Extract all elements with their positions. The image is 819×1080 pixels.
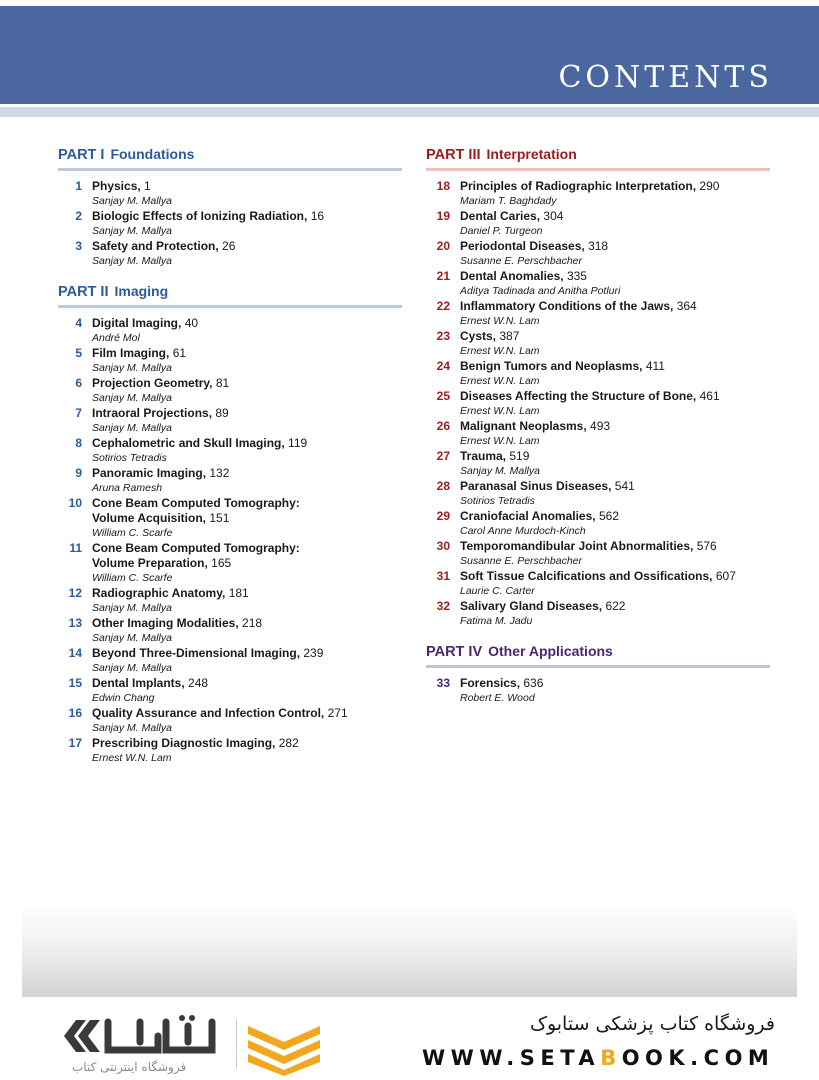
chapter-line (92, 406, 402, 421)
chapter-entry[interactable] (426, 179, 770, 209)
chapter-entry[interactable] (58, 676, 402, 706)
part-heading (426, 643, 770, 668)
chapter-number: 22 (436, 299, 450, 313)
chapter-number: 23 (436, 329, 450, 343)
chapter-line (460, 419, 770, 434)
chapter-entry[interactable] (58, 239, 402, 269)
chapter-author: Sotirios Tetradis (460, 495, 535, 507)
chapter-author: Sanjay M. Mallya (92, 195, 172, 207)
chapter-line (92, 541, 342, 571)
chapter-entry[interactable] (58, 346, 402, 376)
part-label: PART I (58, 147, 105, 163)
chapter-title: Cone Beam Computed Tomography: Volume Preparation, (92, 541, 300, 570)
chapter-title: Cephalometric and Skull Imaging, (92, 436, 285, 450)
url-accent: B (600, 1046, 622, 1070)
url-prefix: WWW.SETA (422, 1046, 601, 1070)
chapter-author: Sanjay M. Mallya (92, 422, 172, 434)
chapter-body (92, 179, 402, 209)
chapter-line (92, 676, 402, 691)
chapter-entry[interactable] (426, 419, 770, 449)
chapter-entry[interactable] (58, 376, 402, 406)
chapter-entry[interactable] (58, 209, 402, 239)
chapter-title: Physics, (92, 179, 141, 193)
book-stack-icon (248, 1026, 320, 1076)
chapter-entry[interactable] (58, 736, 402, 766)
chapter-title: Quality Assurance and Infection Control, (92, 706, 325, 720)
chapter-title: Cysts, (460, 329, 497, 343)
chapter-page: 165 (211, 556, 232, 570)
chapter-number: 31 (436, 569, 450, 583)
chapter-entry[interactable] (58, 541, 402, 586)
chapter-page: 271 (327, 706, 348, 720)
part-heading (426, 146, 770, 171)
chapter-line (92, 736, 402, 751)
chapter-entry[interactable] (426, 269, 770, 299)
chapter-line (460, 269, 770, 284)
chapter-title: Biologic Effects of Ionizing Radiation, (92, 209, 308, 223)
logo-tagline: فروشگاه اینترنتی کتاب (72, 1060, 187, 1074)
chapter-title: Principles of Radiographic Interpretation, (460, 179, 697, 193)
chapter-number: 32 (436, 599, 450, 613)
chapter-title: Radiographic Anatomy, (92, 586, 226, 600)
chapter-body (92, 496, 402, 541)
chapter-body (92, 466, 402, 496)
part-label: PART IV (426, 644, 483, 660)
chapter-number: 21 (436, 269, 450, 283)
chapter-entry[interactable] (426, 676, 770, 706)
chapter-author: Ernest W.N. Lam (460, 405, 540, 417)
chapter-body (92, 406, 402, 436)
chapter-title: Dental Anomalies, (460, 269, 564, 283)
chapter-body (460, 329, 770, 359)
chapter-line (460, 449, 770, 464)
chapter-title: Projection Geometry, (92, 376, 213, 390)
chapter-page: 519 (509, 449, 530, 463)
chapter-line (92, 346, 402, 361)
chapter-line (460, 569, 770, 584)
chapter-page: 282 (278, 736, 299, 750)
part-label: PART III (426, 147, 481, 163)
chapter-page: 61 (172, 346, 187, 360)
logo-wordmark (108, 1022, 212, 1050)
chapter-title: Dental Caries, (460, 209, 541, 223)
chapter-author: Sanjay M. Mallya (92, 662, 172, 674)
chapter-number: 17 (68, 736, 82, 750)
chapter-title: Prescribing Diagnostic Imaging, (92, 736, 276, 750)
chapter-page: 411 (645, 359, 665, 373)
footer-fade (22, 905, 797, 997)
part-title: Other Applications (488, 643, 613, 659)
chapter-number: 1 (75, 179, 82, 193)
chapter-number: 11 (69, 541, 82, 555)
chapter-line (92, 376, 402, 391)
chapter-entry[interactable] (58, 466, 402, 496)
chapter-line (92, 436, 402, 451)
chapter-line (460, 479, 770, 494)
chapter-line (460, 209, 770, 224)
chapter-entry[interactable] (58, 616, 402, 646)
chapter-author: André Mol (92, 332, 140, 344)
chapter-entry[interactable] (58, 706, 402, 736)
chapter-number: 9 (75, 466, 82, 480)
chapter-page: 239 (303, 646, 324, 660)
chapter-entry[interactable] (58, 646, 402, 676)
chapter-author: Carol Anne Murdoch-Kinch (460, 525, 586, 537)
chapter-entry[interactable] (426, 569, 770, 599)
chapter-body (92, 676, 402, 706)
chapter-title: Film Imaging, (92, 346, 170, 360)
part-section (426, 146, 770, 629)
chapter-page: 461 (699, 389, 720, 403)
chapter-number: 10 (68, 496, 82, 510)
chapter-entry[interactable] (426, 299, 770, 329)
chapter-body (92, 586, 402, 616)
chapter-entry[interactable] (426, 479, 770, 509)
chapter-author: Sotirios Tetradis (92, 452, 167, 464)
chapter-page: 119 (288, 436, 308, 450)
chapter-title: Temporomandibular Joint Abnormalities, (460, 539, 694, 553)
chapter-body (92, 239, 402, 269)
chapter-number: 18 (436, 179, 450, 193)
chapter-title: Craniofacial Anomalies, (460, 509, 596, 523)
chapter-title: Intraoral Projections, (92, 406, 213, 420)
chapter-author: Laurie C. Carter (460, 585, 535, 597)
chapter-body (460, 269, 770, 299)
chapter-line (460, 389, 770, 404)
chapter-line (460, 539, 770, 554)
chapter-page: 248 (188, 676, 209, 690)
part-section (58, 283, 402, 766)
chapter-page: 1 (144, 179, 151, 193)
chapter-line (92, 646, 402, 661)
chapter-author: Sanjay M. Mallya (92, 362, 172, 374)
chapter-body (460, 449, 770, 479)
chapter-title: Soft Tissue Calcifications and Ossifications, (460, 569, 713, 583)
chapter-body (92, 346, 402, 376)
chapter-line (92, 466, 402, 481)
chapter-number: 4 (75, 316, 82, 330)
chapter-page: 318 (588, 239, 609, 253)
chapter-body (92, 616, 402, 646)
chapter-line (460, 599, 770, 614)
chapter-body (460, 359, 770, 389)
chapter-line (460, 509, 770, 524)
chapter-body (460, 509, 770, 539)
chapter-entry[interactable] (426, 329, 770, 359)
chapter-page: 636 (523, 676, 544, 690)
chapter-number: 19 (436, 209, 450, 223)
chapter-body (92, 316, 402, 346)
header-stripe (0, 107, 819, 117)
chapter-page: 387 (499, 329, 520, 343)
chapter-body (92, 209, 402, 239)
chapter-page: 304 (543, 209, 564, 223)
chapter-page: 89 (215, 406, 229, 420)
chapter-number: 12 (68, 586, 82, 600)
chapter-entry[interactable] (426, 539, 770, 569)
part-title: Imaging (114, 283, 169, 299)
chapter-number: 6 (75, 376, 82, 390)
chapter-title: Diseases Affecting the Structure of Bone, (460, 389, 697, 403)
chapter-author: Aruna Ramesh (92, 482, 163, 494)
chapter-page: 607 (715, 569, 736, 583)
chapter-entry[interactable] (426, 389, 770, 419)
chapter-title: Trauma, (460, 449, 507, 463)
chapter-page: 26 (222, 239, 236, 253)
chapter-body (460, 539, 770, 569)
chapter-author: William C. Scarfe (92, 572, 173, 584)
chapter-author: William C. Scarfe (92, 527, 173, 539)
chapter-title: Inflammatory Conditions of the Jaws, (460, 299, 674, 313)
chapter-author: Ernest W.N. Lam (460, 435, 540, 447)
chapter-body (460, 599, 770, 629)
chapter-author: Susanne E. Perschbacher (460, 255, 582, 267)
chapter-author: Fatima M. Jadu (460, 615, 533, 627)
store-url[interactable] (422, 1046, 774, 1070)
logo-divider (236, 1020, 237, 1068)
chapter-title: Dental Implants, (92, 676, 185, 690)
chapter-body (460, 179, 770, 209)
chapter-entry[interactable] (58, 586, 402, 616)
chapter-page: 493 (590, 419, 611, 433)
chapter-author: Ernest W.N. Lam (460, 345, 540, 357)
chapter-number: 8 (75, 436, 82, 450)
chapter-entry[interactable] (58, 496, 402, 541)
chapter-number: 3 (75, 239, 82, 253)
chapter-page: 40 (184, 316, 199, 330)
chapter-body (92, 706, 402, 736)
part-section (58, 146, 402, 269)
chapter-entry[interactable] (426, 449, 770, 479)
chapter-entry[interactable] (426, 239, 770, 269)
chapter-author: Sanjay M. Mallya (92, 255, 172, 267)
chapter-line (92, 239, 402, 254)
chapter-entry[interactable] (58, 179, 402, 209)
chapter-line (460, 299, 770, 314)
chapter-line (92, 496, 342, 526)
chapter-page: 335 (566, 269, 587, 283)
chapter-body (460, 299, 770, 329)
chapter-page: 290 (699, 179, 720, 193)
part-title: Foundations (110, 146, 195, 162)
chapter-title: Beyond Three-Dimensional Imaging, (92, 646, 301, 660)
chapter-entry[interactable] (426, 599, 770, 629)
chapter-author: Susanne E. Perschbacher (460, 555, 582, 567)
chapter-page: 541 (614, 479, 635, 493)
chapter-title: Malignant Neoplasms, (460, 419, 587, 433)
chapter-title: Forensics, (460, 676, 521, 690)
chapter-number: 13 (68, 616, 82, 630)
chapter-author: Ernest W.N. Lam (92, 752, 172, 764)
chapter-author: Sanjay M. Mallya (92, 602, 172, 614)
chapter-title: Paranasal Sinus Diseases, (460, 479, 612, 493)
chapter-line (460, 359, 770, 374)
chapter-number: 28 (436, 479, 450, 493)
chapter-number: 25 (436, 389, 450, 403)
chapter-title: Panoramic Imaging, (92, 466, 207, 480)
chapter-line (92, 209, 402, 224)
chapter-entry[interactable] (426, 359, 770, 389)
chapter-page: 151 (209, 511, 230, 525)
part-label: PART II (58, 284, 109, 300)
chapter-page: 218 (242, 616, 263, 630)
chapter-number: 30 (436, 539, 450, 553)
chapter-body (460, 676, 770, 706)
chapter-title: Other Imaging Modalities, (92, 616, 239, 630)
chapter-page: 132 (209, 466, 230, 480)
chapter-body (460, 569, 770, 599)
part-heading (58, 283, 402, 308)
part-heading (58, 146, 402, 171)
part-title: Interpretation (486, 146, 577, 162)
chapter-author: Sanjay M. Mallya (92, 632, 172, 644)
chapter-title: Salivary Gland Diseases, (460, 599, 603, 613)
chapter-number: 7 (75, 406, 82, 420)
chapter-entry[interactable] (58, 406, 402, 436)
chapter-number: 15 (68, 676, 82, 690)
chapter-body (460, 239, 770, 269)
chapter-body (460, 419, 770, 449)
chapter-number: 27 (436, 449, 450, 463)
chapter-author: Mariam T. Baghdady (460, 195, 557, 207)
chapter-author: Robert E. Wood (460, 692, 535, 704)
chapter-page: 622 (605, 599, 626, 613)
chapter-author: Sanjay M. Mallya (460, 465, 540, 477)
chapter-author: Aditya Tadinada and Anitha Potluri (460, 285, 621, 297)
chapter-line (460, 239, 770, 254)
chevron-left-icon (64, 1020, 100, 1052)
chapter-author: Sanjay M. Mallya (92, 722, 172, 734)
chapter-line (460, 329, 770, 344)
chapter-title: Cone Beam Computed Tomography: Volume Acquisition, (92, 496, 300, 525)
chapter-title: Digital Imaging, (92, 316, 182, 330)
chapter-number: 29 (436, 509, 450, 523)
chapter-body (460, 209, 770, 239)
chapter-body (92, 541, 402, 586)
chapter-number: 5 (75, 346, 82, 360)
chapter-body (460, 389, 770, 419)
chapter-entry[interactable] (58, 316, 402, 346)
chapter-author: Ernest W.N. Lam (460, 375, 540, 387)
toc-column-left (58, 146, 402, 780)
chapter-line (460, 179, 770, 194)
chapter-author: Edwin Chang (92, 692, 155, 704)
chapter-page: 16 (310, 209, 325, 223)
chapter-number: 26 (436, 419, 450, 433)
store-name: فروشگاه کتاب پزشکی ستابوک (529, 1013, 775, 1035)
chapter-number: 20 (436, 239, 450, 253)
toc-column-right (426, 146, 770, 720)
chapter-author: Sanjay M. Mallya (92, 392, 172, 404)
chapter-entry[interactable] (426, 509, 770, 539)
url-suffix: OOK.COM (621, 1046, 775, 1070)
chapter-line (92, 586, 402, 601)
chapter-author: Ernest W.N. Lam (460, 315, 540, 327)
chapter-line (92, 179, 402, 194)
chapter-line (460, 676, 770, 691)
chapter-page: 81 (215, 376, 230, 390)
chapter-number: 24 (436, 359, 450, 373)
chapter-number: 33 (436, 676, 450, 690)
chapter-page: 562 (598, 509, 619, 523)
chapter-number: 14 (68, 646, 82, 660)
chapter-title: Periodontal Diseases, (460, 239, 585, 253)
chapter-body (460, 479, 770, 509)
chapter-body (92, 436, 402, 466)
chapter-page: 364 (676, 299, 697, 313)
chapter-line (92, 706, 402, 721)
chapter-title: Safety and Protection, (92, 239, 219, 253)
chapter-title: Benign Tumors and Neoplasms, (460, 359, 643, 373)
chapter-author: Sanjay M. Mallya (92, 225, 172, 237)
chapter-number: 2 (75, 209, 82, 223)
part-section (426, 643, 770, 706)
chapter-author: Daniel P. Turgeon (460, 225, 543, 237)
chapter-line (92, 616, 402, 631)
chapter-entry[interactable] (426, 209, 770, 239)
chapter-body (92, 736, 402, 766)
chapter-line (92, 316, 402, 331)
chapter-body (92, 646, 402, 676)
chapter-page: 181 (228, 586, 249, 600)
chapter-number: 16 (68, 706, 82, 720)
chapter-page: 576 (696, 539, 717, 553)
chapter-entry[interactable] (58, 436, 402, 466)
page-title: CONTENTS (558, 60, 773, 95)
chapter-body (92, 376, 402, 406)
